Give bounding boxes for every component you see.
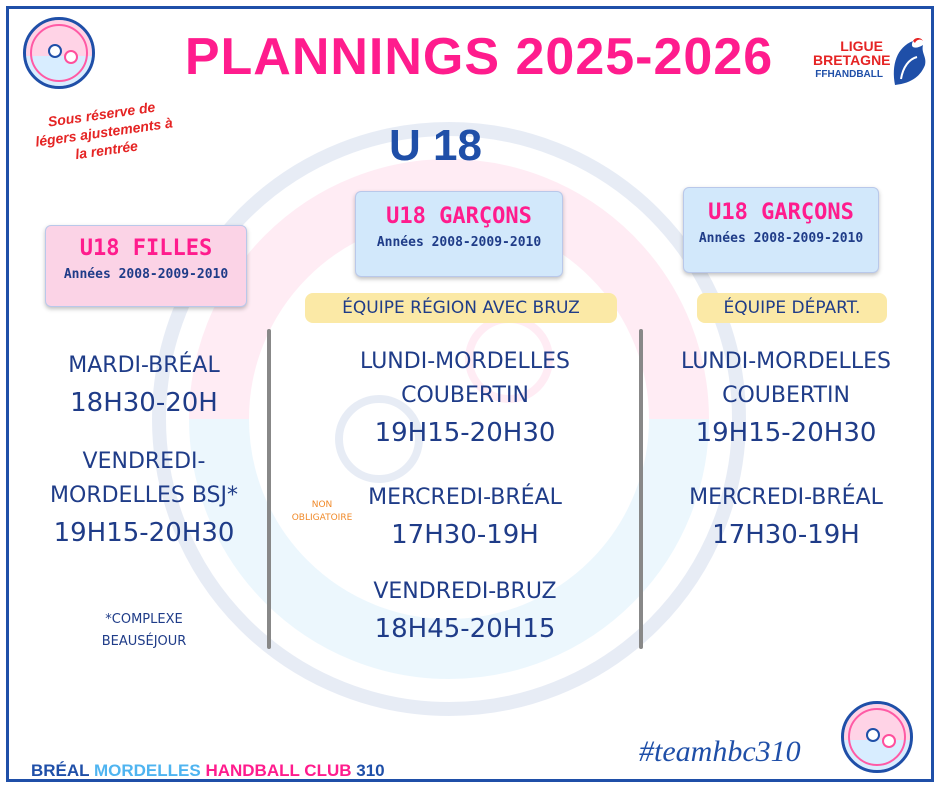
team-badge-region: ÉQUIPE RÉGION AVEC BRUZ [305,293,617,323]
header-u18-garcons-region [355,191,563,277]
header-label: U18 GARÇONS [386,204,532,229]
reserve-note: Sous réserve de légers ajustements à la rentrée [34,98,174,163]
schedule-col2-session3 [315,575,615,649]
session-day: LUNDI-MORDELLES [360,349,570,374]
session-day-line2: COUBERTIN [401,383,529,408]
session-time: 17H30-19H [391,520,539,550]
session-day-line2: MORDELLES BSJ* [50,483,238,508]
header-years: Années 2008-2009-2010 [376,235,542,250]
header-years: Années 2008-2009-2010 [698,231,864,246]
footer-club-name [31,761,385,781]
schedule-col1-session2 [19,445,269,553]
optional-line1: NON [311,500,333,510]
schedule-col3-session1 [641,345,931,453]
header-label: U18 FILLES [79,236,213,261]
header-u18-filles [45,225,247,307]
session-time: 18H30-20H [70,388,218,418]
session-day: MARDI-BRÉAL [68,353,220,378]
note-line1: *COMPLEXE [105,612,183,627]
schedule-col2-session1 [315,345,615,453]
footer-part4: 310 [356,761,385,780]
session-time: 19H15-20H30 [53,518,235,548]
header-years: Années 2008-2009-2010 [63,267,229,282]
column-divider [267,329,271,649]
note-line2: BEAUSÉJOUR [101,634,187,649]
session-day: MERCREDI-BRÉAL [689,485,883,510]
hashtag: #teamhbc310 [639,735,801,768]
session-time: 19H15-20H30 [695,418,877,448]
rooster-icon [887,35,931,89]
session-day: MERCREDI-BRÉAL [368,485,562,510]
session-day-line2: COUBERTIN [722,383,850,408]
club-logo-icon [841,701,913,773]
header-label: U18 GARÇONS [708,200,854,225]
session-day: VENDREDI-BRUZ [373,579,557,604]
schedule-col1-session1 [19,349,269,423]
header-u18-garcons-depart [683,187,879,273]
team-badge-depart: ÉQUIPE DÉPART. [697,293,887,323]
ligue-logo-line3: FFHANDBALL [815,69,883,80]
session-day: VENDREDI- [82,449,206,474]
footer-part1: BRÉAL [31,761,90,780]
complex-note [59,609,229,653]
optional-line2: OBLIGATOIRE [291,513,353,523]
poster [6,6,934,782]
session-time: 18H45-20H15 [374,614,556,644]
session-time: 17H30-19H [712,520,860,550]
ligue-logo-line1: LIGUE [840,38,883,54]
footer-part3: HANDBALL CLUB [205,761,352,780]
schedule-col2-session2 [315,481,615,555]
page-title: PLANNINGS 2025-2026 [184,28,774,86]
session-day: LUNDI-MORDELLES [681,349,891,374]
ligue-bretagne-logo [813,35,933,95]
footer-part2: MORDELLES [93,761,201,780]
ligue-logo-line2: BRETAGNE [813,52,891,68]
schedule-col3-session2 [641,481,931,555]
club-logo-icon [23,17,95,89]
session-time: 19H15-20H30 [374,418,556,448]
category-title: U 18 [389,121,482,170]
